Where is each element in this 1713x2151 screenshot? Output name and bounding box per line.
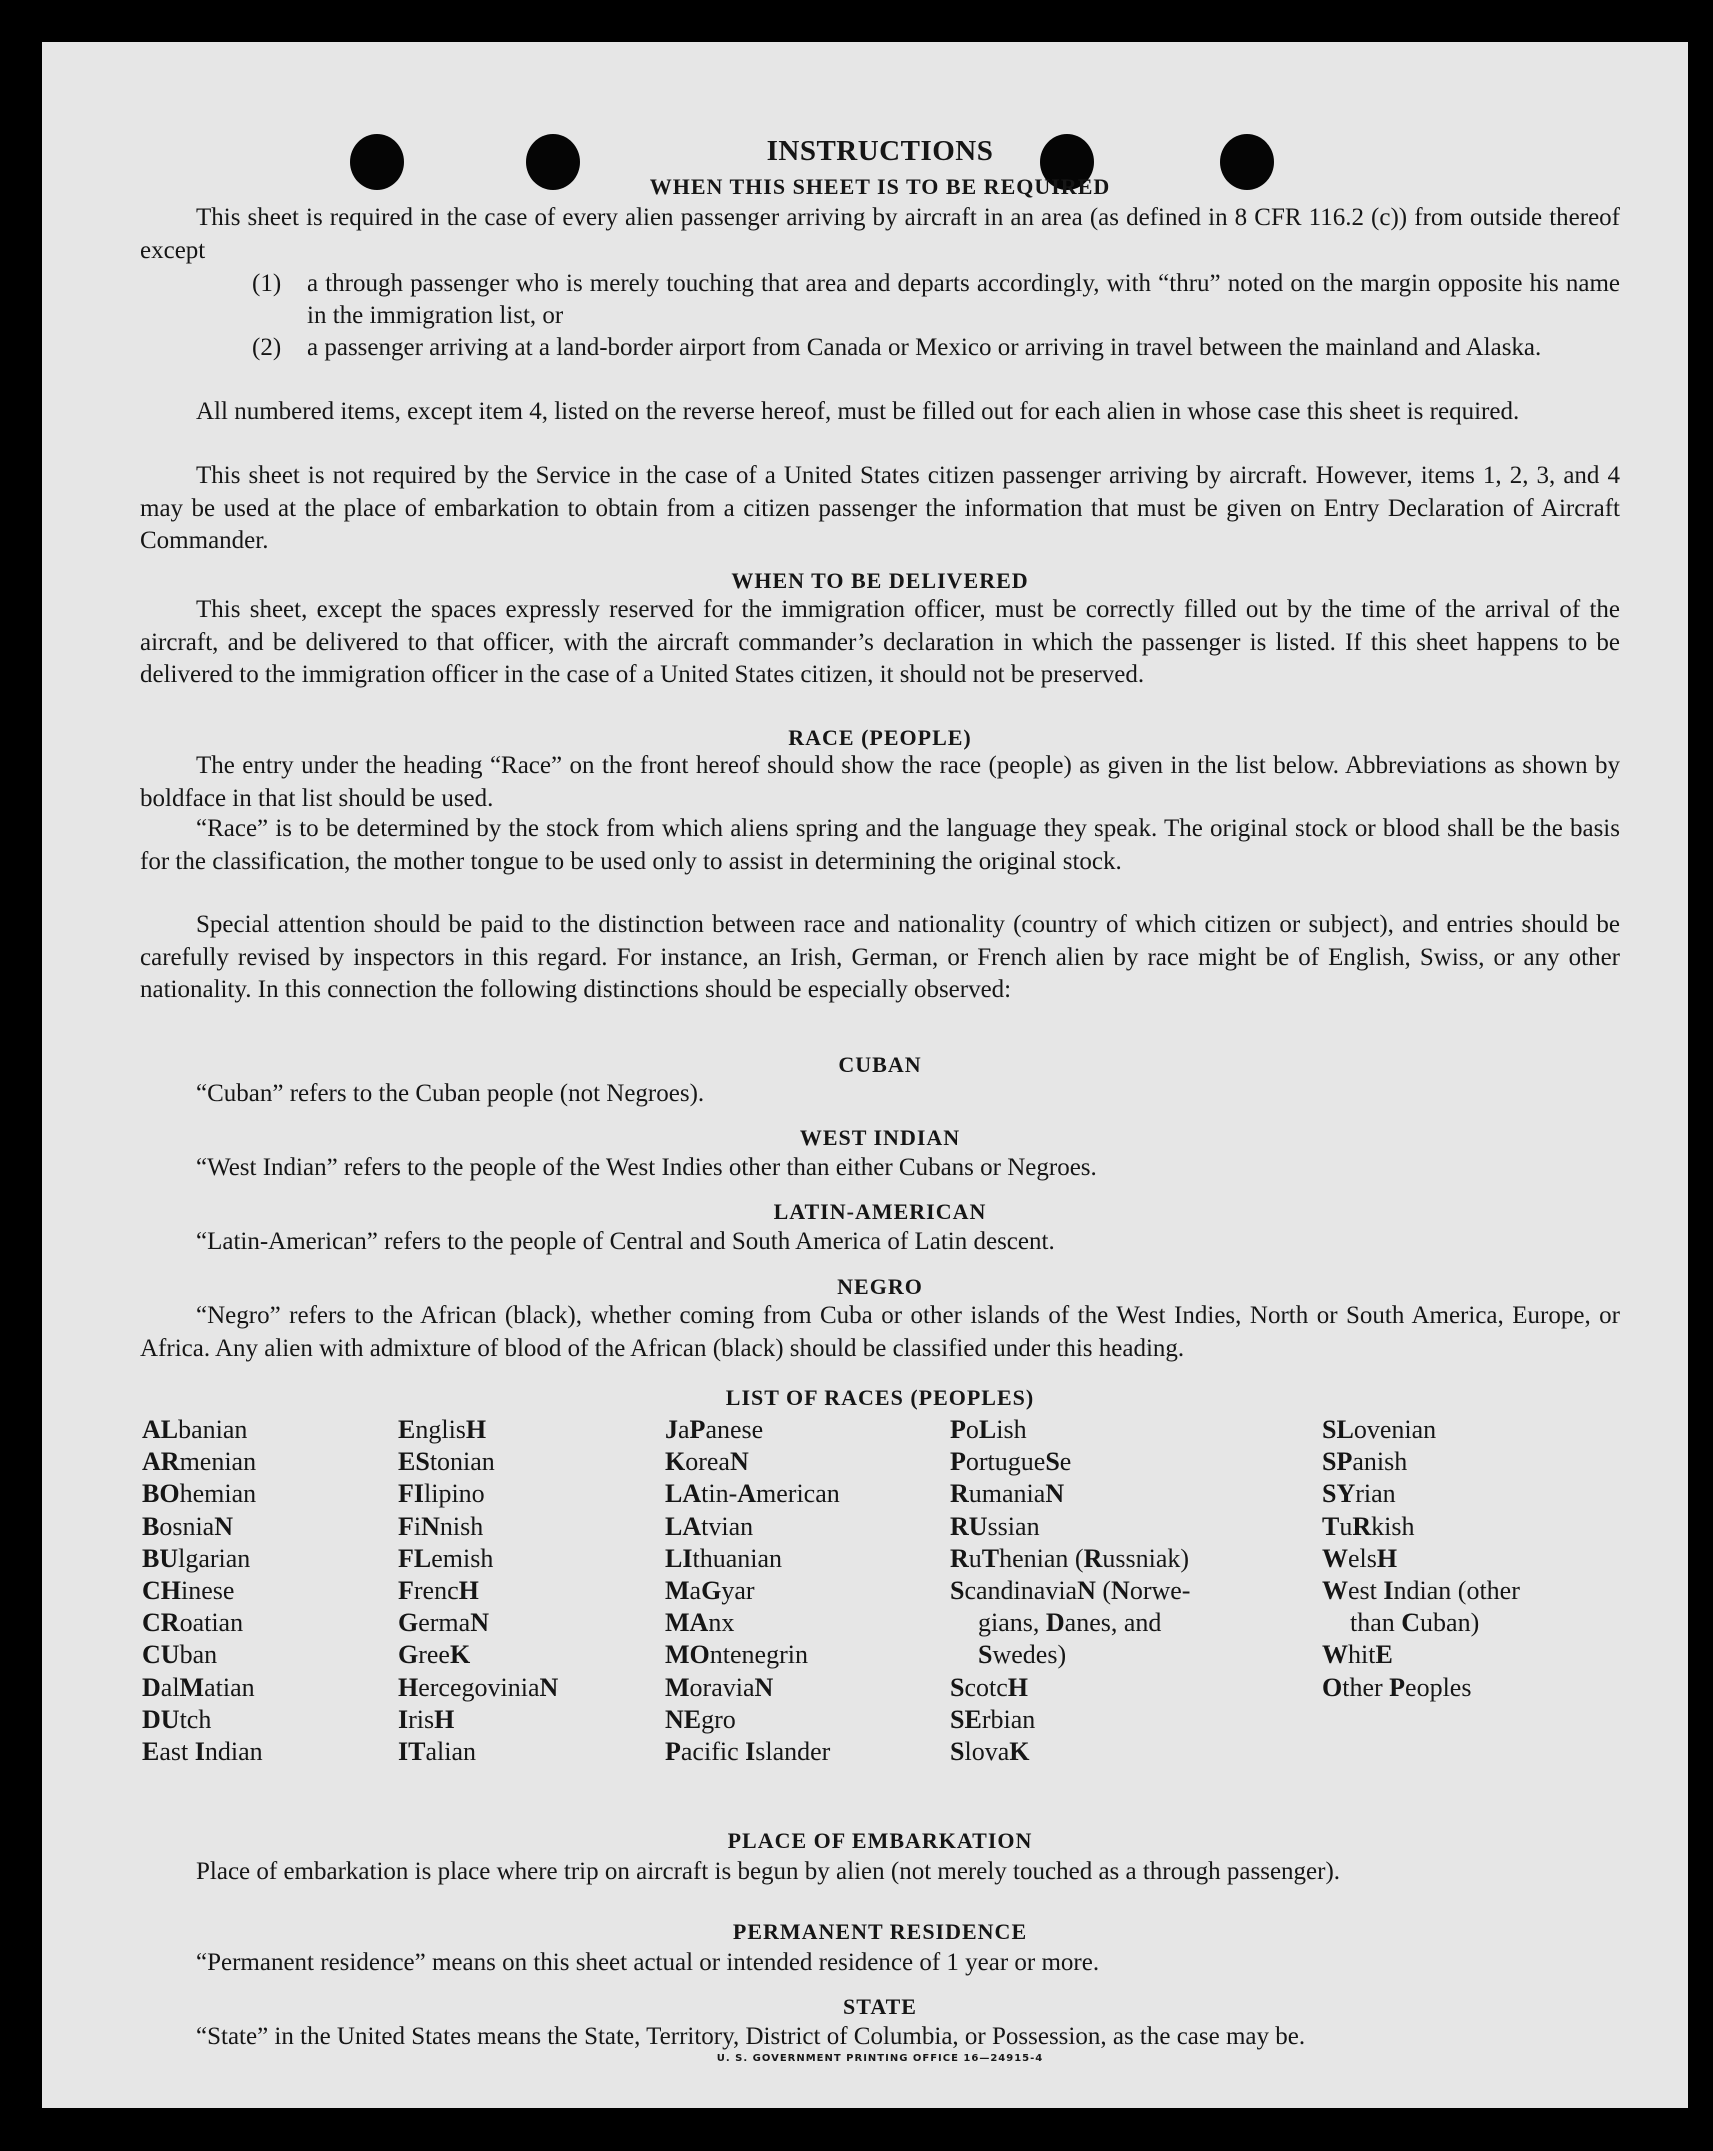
race-entry: NEgro [665,1704,736,1734]
heading-latin-american: LATIN-AMERICAN [773,1199,987,1224]
race-entry: MoraviaN [665,1672,774,1702]
race-entry: FIlipino [398,1479,485,1509]
race-entry-continued: gians, Danes, and [978,1608,1162,1638]
race-entry: KoreaN [665,1447,749,1477]
heading-race: RACE (PEOPLE) [788,725,972,750]
paragraph: “Negro” refers to the African (black), whether coming from Cuba or other islands of the West Indies, North or South America, Europe, or Africa. Any alien with admixture of blood of the African (black) should be classified under this heading. [140,1302,1620,1362]
race-entry: PoLish [950,1415,1027,1444]
item-text: a through passenger who is merely touching that area and departs accordingly, with “thru” noted on the margin opposite his name in the immigration list, or [307,270,1620,329]
race-entry: WelsH [1322,1543,1398,1573]
race-entry: DUtch [142,1704,212,1734]
race-entry: HercegoviniaN [398,1672,559,1702]
race-entry: GreeK [398,1640,471,1670]
race-entry: GermaN [398,1608,489,1638]
paragraph: This sheet is not required by the Service in the case of a United States citizen passenger arriving by aircraft. However, items 1, 2, 3, and 4 may be used at the place of embarkation to obtain from a citizen passenger the information that must be given on Entry Declaration of Aircraft Commander. [140,462,1620,554]
paragraph: Special attention should be paid to the distinction between race and nationality (country of which citizen or subject), and entries should be carefully revised by inspectors in this regard. For instance, an Irish, German, or French alien by race might be of English, Swiss, or any other nationality. In this connection the following distinctions should be especially observed: [140,911,1620,1003]
race-entry: CUban [142,1640,218,1670]
race-entry: DalMatian [142,1672,255,1702]
race-entry: Pacific Islander [665,1737,831,1767]
race-entry: ScandinaviaN (Norwe- [950,1576,1191,1606]
paragraph: “West Indian” refers to the people of the West Indies other than either Cubans or Negroes. [196,1154,1097,1181]
race-entry: PortugueSe [950,1447,1072,1477]
race-entry: FLemish [398,1543,494,1573]
race-entry: LIthuanian [665,1543,782,1573]
race-entry: RuThenian (Russniak) [950,1543,1190,1573]
race-entry: ARmenian [142,1447,257,1477]
paragraph: The entry under the heading “Race” on the front hereof should show the race (people) as given in the list below. Abbreviations as shown by boldface in that list should be used. [140,752,1620,812]
race-entry: BUlgarian [142,1543,251,1573]
paragraph: This sheet is required in the case of every alien passenger arriving by aircraft in an area (as defined in 8 CFR 116.2 (c)) from outside thereof except [140,204,1620,264]
item-number: (2) [252,334,282,361]
item-number: (1) [252,270,282,297]
race-entry: ALbanian [142,1415,248,1444]
race-entry: SLovenian [1322,1415,1437,1444]
race-entry: LAtvian [665,1511,754,1541]
race-entry: TuRkish [1322,1511,1415,1541]
paragraph: This sheet, except the spaces expressly reserved for the immigration officer, must be correctly filled out by the time of the arrival of the aircraft, and be delivered to that officer, with the aircraft commander’s declaration in which the passenger is listed. If this sheet happens to be delivered to the immigration officer in the case of a United States citizen, it should not be preserved. [140,596,1620,688]
race-entry: ITalian [398,1737,476,1767]
races-column-5 [1322,1414,1520,1704]
race-entry: West Indian (other [1322,1576,1520,1606]
race-entry: CRoatian [142,1608,244,1638]
race-entry-continued: Swedes) [978,1640,1067,1670]
heading-when-delivered: WHEN TO BE DELIVERED [731,568,1029,593]
item-text: a passenger arriving at a land-border airport from Canada or Mexico or arriving in travel between the mainland and Alaska. [307,334,1542,361]
heading-when-required: WHEN THIS SHEET IS TO BE REQUIRED [649,174,1111,199]
list-item [252,268,1620,332]
paragraph: “Permanent residence” means on this sheet actual or intended residence of 1 year or more. [196,1949,1100,1976]
paragraph: “Latin-American” refers to the people of Central and South America of Latin descent. [196,1228,1055,1255]
races-column-3 [665,1414,840,1768]
race-entry-continued: than Cuban) [1350,1608,1480,1638]
race-entry: SlovaK [950,1737,1030,1767]
heading-west-indian: WEST INDIAN [799,1125,961,1150]
races-column-4 [950,1414,1190,1768]
race-entry: IrisH [398,1704,455,1734]
heading-list-of-races: LIST OF RACES (PEOPLES) [725,1385,1035,1410]
race-entry: Other Peoples [1322,1672,1472,1702]
races-column-2 [398,1414,558,1768]
race-entry: SErbian [950,1704,1036,1734]
list-item [252,332,1620,364]
races-column-1 [142,1414,263,1768]
race-entry: EnglisH [398,1415,487,1444]
race-entry: MOntenegrin [665,1640,808,1670]
race-entry: MAnx [665,1608,735,1638]
page-title: INSTRUCTIONS [766,135,994,167]
race-entry: CHinese [142,1576,235,1606]
race-entry: RumaniaN [950,1479,1065,1509]
heading-permanent-residence: PERMANENT RESIDENCE [732,1919,1028,1944]
race-entry: WhitE [1322,1640,1393,1670]
document-page [42,42,1688,2108]
race-entry: East Indian [142,1737,263,1767]
race-entry: MaGyar [665,1576,755,1606]
heading-embarkation: PLACE OF EMBARKATION [727,1828,1033,1853]
race-entry: JaPanese [665,1415,764,1444]
race-entry: LAtin-American [665,1479,840,1509]
paragraph: “State” in the United States means the State, Territory, District of Columbia, or Possession, as the case may be. [196,2023,1306,2050]
race-entry: FiNnish [398,1511,484,1541]
heading-cuban: CUBAN [838,1052,922,1077]
race-entry: BOhemian [142,1479,257,1509]
paragraph: Place of embarkation is place where trip on aircraft is begun by alien (not merely touched as a through passenger). [196,1858,1341,1885]
race-entry: SPanish [1322,1447,1408,1477]
race-entry: RUssian [950,1511,1040,1541]
race-entry: EStonian [398,1447,495,1477]
race-entry: FrencH [398,1576,479,1606]
printing-office-footer: U. S. GOVERNMENT PRINTING OFFICE 16—24915-4 [716,2053,1044,2064]
race-entry: BosniaN [142,1511,234,1541]
race-entry: ScotcH [950,1672,1029,1702]
paragraph: All numbered items, except item 4, listed on the reverse hereof, must be filled out for each alien in whose case this sheet is required. [196,398,1520,425]
paragraph: “Cuban” refers to the Cuban people (not Negroes). [196,1080,705,1107]
paragraph: “Race” is to be determined by the stock from which aliens spring and the language they speak. The original stock or blood shall be the basis for the classification, the mother tongue to be used only to assist in determining the original stock. [140,815,1620,875]
race-entry: SYrian [1322,1479,1396,1509]
heading-negro: NEGRO [837,1274,923,1299]
heading-state: STATE [843,1994,917,2019]
